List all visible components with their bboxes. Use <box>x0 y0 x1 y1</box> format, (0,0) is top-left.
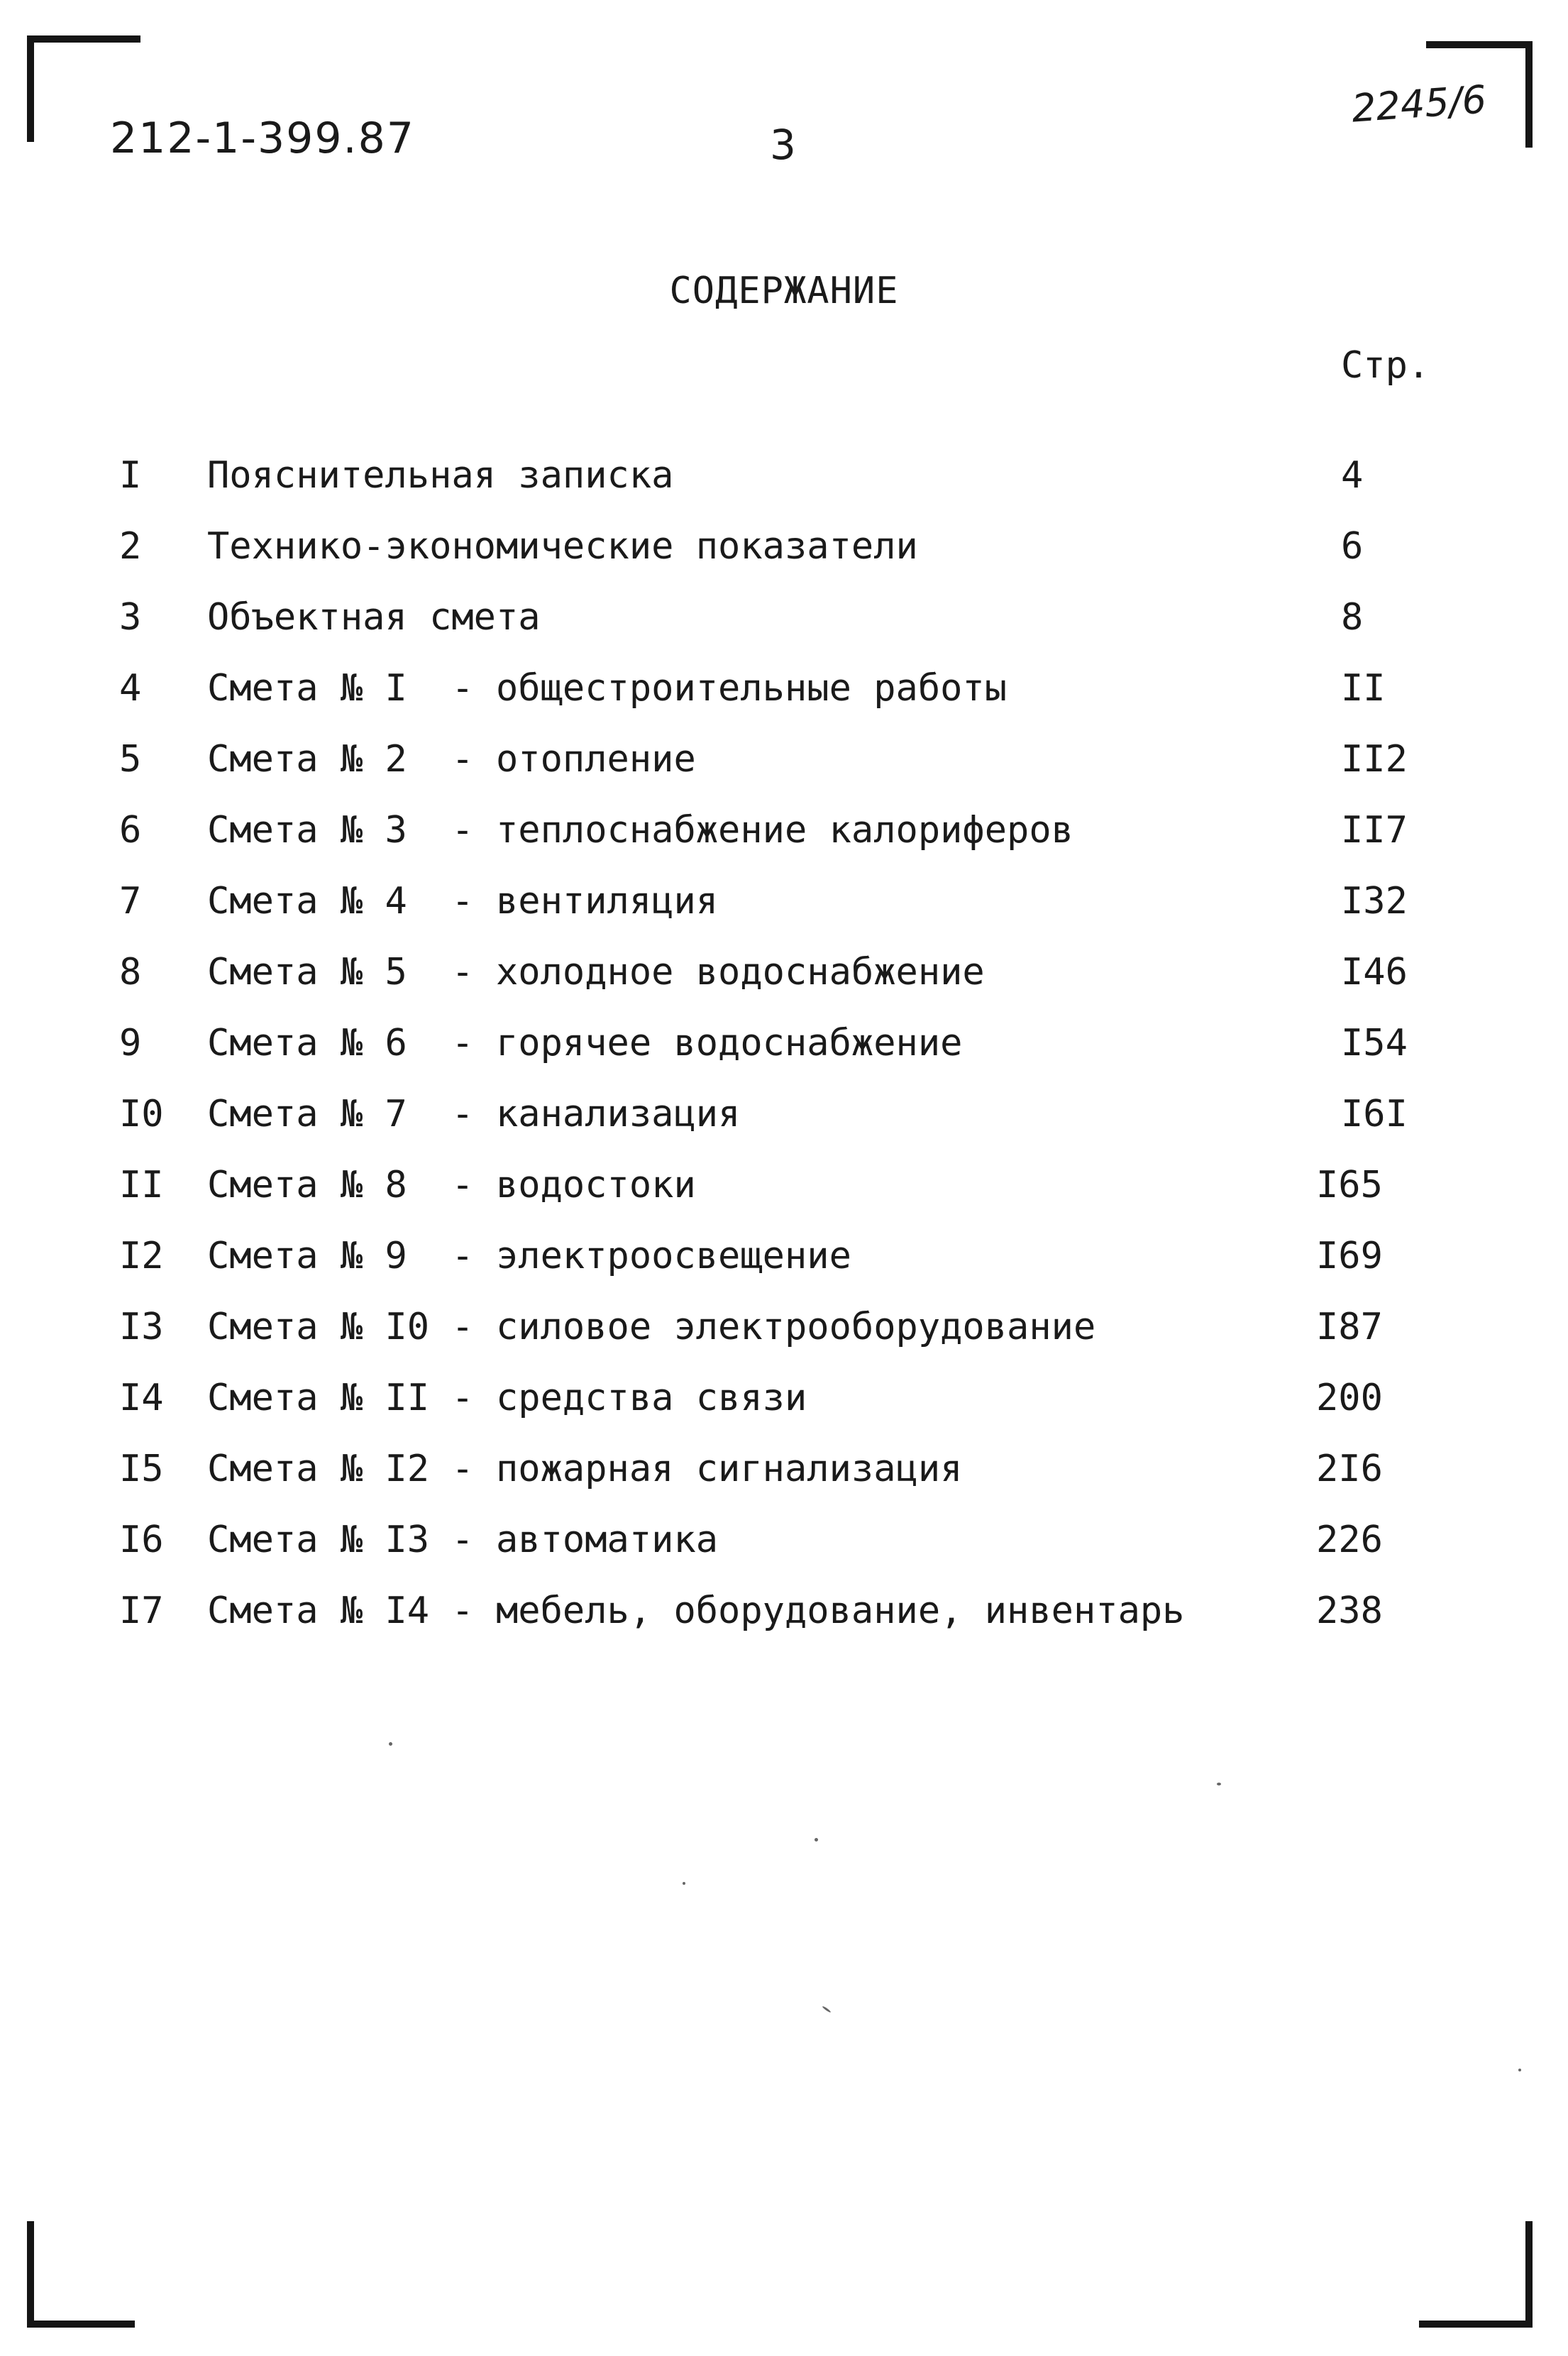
toc-entry <box>0 440 1568 511</box>
entry-page: 4 <box>1341 454 1364 497</box>
entry-title: Смета № I4 - мебель, оборудование, инвентарь <box>207 1590 1185 1632</box>
entry-page: I32 <box>1341 880 1408 923</box>
entry-title: Смета № 7 - канализация <box>207 1093 741 1135</box>
entry-page: II <box>1341 667 1386 710</box>
entry-number: I5 <box>119 1448 164 1490</box>
page-number: 3 <box>770 121 796 169</box>
entry-title: Объектная смета <box>207 596 541 639</box>
entry-number: 6 <box>119 809 142 852</box>
entry-page: 226 <box>1316 1519 1383 1561</box>
entry-page: 6 <box>1341 525 1364 568</box>
toc-entry <box>0 511 1568 582</box>
scan-speck <box>389 1742 392 1746</box>
entry-page: 200 <box>1316 1377 1383 1419</box>
entry-title: Смета № II - средства связи <box>207 1377 807 1419</box>
entry-number: I2 <box>119 1235 164 1277</box>
entry-page: I46 <box>1341 951 1408 993</box>
entry-page: 238 <box>1316 1590 1383 1632</box>
entry-number: 4 <box>119 667 142 710</box>
toc-entry <box>0 1008 1568 1079</box>
entry-title: Смета № I - общестроительные работы <box>207 667 1007 710</box>
toc-entry <box>0 795 1568 866</box>
entry-number: I7 <box>119 1590 164 1632</box>
toc-entry <box>0 1575 1568 1646</box>
entry-page: I65 <box>1316 1164 1383 1206</box>
entry-number: 8 <box>119 951 142 993</box>
entry-title: Технико-экономические показатели <box>207 525 918 568</box>
page-column-header: Стр. <box>1341 344 1430 387</box>
entry-title: Смета № I0 - силовое электрооборудование <box>207 1306 1096 1348</box>
entry-number: 9 <box>119 1022 142 1064</box>
toc-entry <box>0 1221 1568 1292</box>
scan-speck <box>1518 2069 1521 2071</box>
toc-entry <box>0 724 1568 795</box>
entry-number: II <box>119 1164 164 1206</box>
entry-title: Смета № 3 - теплоснабжение калориферов <box>207 809 1073 852</box>
scan-speck <box>815 1838 818 1842</box>
toc-entry <box>0 582 1568 653</box>
entry-title: Смета № 5 - холодное водоснабжение <box>207 951 985 993</box>
entry-number: I <box>119 454 142 497</box>
scan-speck <box>1217 1783 1221 1785</box>
toc-entry <box>0 1433 1568 1504</box>
entry-page: I69 <box>1316 1235 1383 1277</box>
entry-page: II2 <box>1341 738 1408 781</box>
entry-page: II7 <box>1341 809 1408 852</box>
entry-title: Смета № 8 - водостоки <box>207 1164 696 1206</box>
scan-speck <box>822 2005 831 2013</box>
entry-title: Смета № 4 - вентиляция <box>207 880 719 923</box>
entry-number: 7 <box>119 880 142 923</box>
entry-title: Пояснительная записка <box>207 454 674 497</box>
entry-number: I6 <box>119 1519 164 1561</box>
entry-number: I4 <box>119 1377 164 1419</box>
toc-title: СОДЕРЖАНИЕ <box>669 270 899 312</box>
toc-entry <box>0 1292 1568 1363</box>
entry-number: I0 <box>119 1093 164 1135</box>
scan-speck <box>683 1882 685 1885</box>
entry-page: 2I6 <box>1316 1448 1383 1490</box>
entry-title: Смета № I3 - автоматика <box>207 1519 719 1561</box>
entry-page: I6I <box>1341 1093 1408 1135</box>
toc-entry <box>0 1363 1568 1433</box>
document-code: 212-1-399.87 <box>110 114 415 163</box>
entry-title: Смета № 6 - горячее водоснабжение <box>207 1022 963 1064</box>
entry-page: 8 <box>1341 596 1364 639</box>
entry-title: Смета № 2 - отопление <box>207 738 696 781</box>
toc-entry <box>0 653 1568 724</box>
toc-entry <box>0 1504 1568 1575</box>
toc-entry <box>0 937 1568 1008</box>
toc-entry <box>0 1150 1568 1221</box>
archive-number: 2245/6 <box>1350 77 1488 131</box>
entry-title: Смета № 9 - электроосвещение <box>207 1235 851 1277</box>
toc-entry <box>0 866 1568 937</box>
entry-page: I87 <box>1316 1306 1383 1348</box>
entry-number: I3 <box>119 1306 164 1348</box>
entry-title: Смета № I2 - пожарная сигнализация <box>207 1448 963 1490</box>
entry-number: 2 <box>119 525 142 568</box>
entry-number: 5 <box>119 738 142 781</box>
toc-entry <box>0 1079 1568 1150</box>
entry-page: I54 <box>1341 1022 1408 1064</box>
entry-number: 3 <box>119 596 142 639</box>
